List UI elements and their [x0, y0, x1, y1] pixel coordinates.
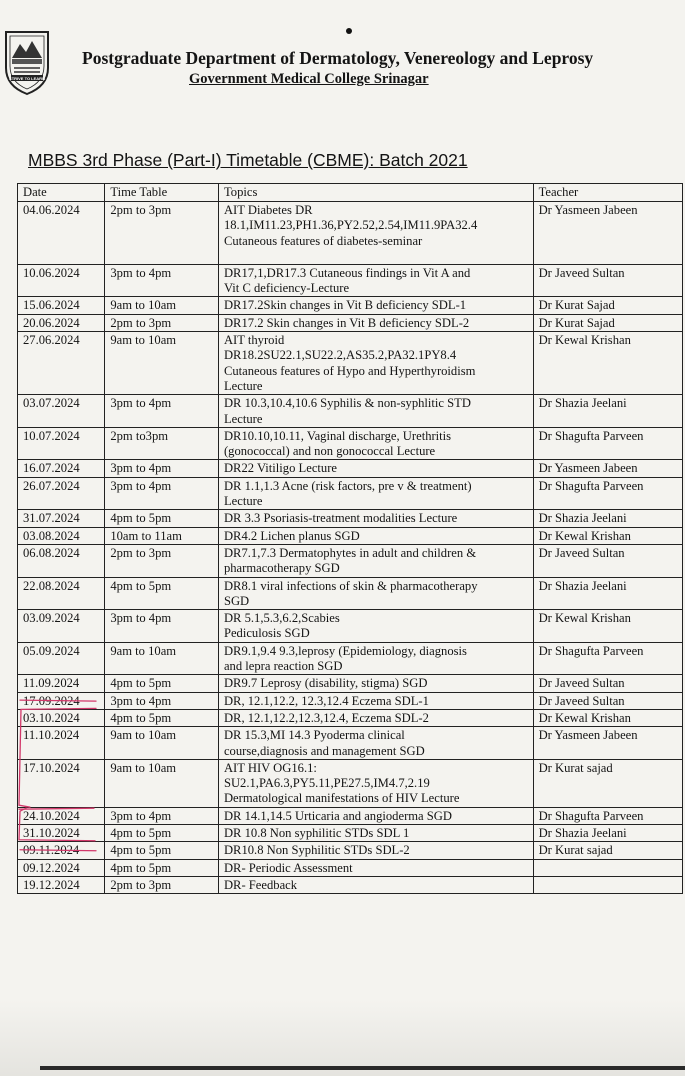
time-cell: 3pm to 4pm: [105, 460, 219, 477]
date-cell: 31.07.2024: [18, 510, 105, 527]
topic-line: DR 14.1,14.5 Urticaria and angioderma SGD: [223, 808, 452, 823]
page-bottom-edge: [40, 1066, 685, 1070]
topic-line: Lecture: [223, 494, 263, 509]
topic-line: DR18.2SU22.1,SU22.2,AS35.2,PA32.1PY8.4: [223, 348, 457, 363]
teacher-cell: Dr Shazia Jeelani: [533, 510, 682, 527]
time-cell: 3pm to 4pm: [105, 264, 219, 297]
date-cell: 11.09.2024: [18, 675, 105, 692]
time-cell: 4pm to 5pm: [105, 824, 219, 841]
topic-line: Cutaneous features of diabetes-seminar: [223, 233, 423, 248]
page-shadow: [0, 1000, 685, 1076]
date-cell: 11.10.2024: [18, 727, 105, 760]
topic-line: (gonococcal) and non gonococcal Lecture: [223, 444, 436, 459]
date-cell: 05.09.2024: [18, 642, 105, 675]
teacher-cell: Dr Javeed Sultan: [533, 264, 682, 297]
date-cell: 26.07.2024: [18, 477, 105, 510]
topic-line: DR9.1,9.4 9.3,leprosy (Epidemiology, diagnosis: [223, 643, 467, 658]
time-cell: 9am to 10am: [105, 297, 219, 314]
date-cell: 15.06.2024: [18, 297, 105, 314]
department-title: Postgraduate Department of Dermatology, Venereology and Leprosy: [82, 48, 594, 68]
teacher-cell: Dr Kewal Krishan: [533, 610, 682, 643]
topic-line: DR 1.1,1.3 Acne (risk factors, pre v & treatment): [223, 478, 472, 493]
date-cell: 04.06.2024: [18, 202, 105, 265]
date-cell: 10.07.2024: [18, 427, 105, 460]
timetable-title: MBBS 3rd Phase (Part-I) Timetable (CBME): Batch 2021: [28, 150, 468, 170]
time-cell: 2pm to 3pm: [105, 202, 219, 265]
teacher-cell: Dr Kurat Sajad: [533, 314, 682, 331]
date-cell: 03.07.2024: [18, 395, 105, 428]
teacher-cell: Dr Kurat sajad: [533, 759, 682, 807]
topic-line: DR 10.3,10.4,10.6 Syphilis & non-syphlitic STD: [223, 396, 471, 411]
topic-line: SU2.1,PA6.3,PY5.11,PE27.5,IM4.7,2.19: [223, 776, 430, 791]
time-cell: 2pm to3pm: [105, 427, 219, 460]
teacher-cell: Dr Kewal Krishan: [533, 527, 682, 544]
time-cell: 4pm to 5pm: [105, 577, 219, 610]
topic-line: DR, 12.1,12.2,12.3,12.4, Eczema SDL-2: [223, 710, 429, 725]
topic-line: AIT Diabetes DR: [223, 203, 313, 217]
date-cell: 19.12.2024: [18, 876, 105, 893]
topic-line: DR- Feedback: [223, 877, 298, 892]
topic-line: AIT thyroid: [223, 333, 285, 348]
topic-line: Pediculosis SGD: [223, 626, 310, 641]
date-cell: 17.10.2024: [18, 759, 105, 807]
time-cell: 4pm to 5pm: [105, 709, 219, 726]
time-cell: 3pm to 4pm: [105, 477, 219, 510]
time-cell: 3pm to 4pm: [105, 610, 219, 643]
teacher-cell: Dr Javeed Sultan: [533, 692, 682, 709]
date-cell: 03.10.2024: [18, 709, 105, 726]
topic-line: DR10.8 Non Syphilitic STDs SDL-2: [223, 843, 410, 858]
topic-line: DR17.2Skin changes in Vit B deficiency SDL-1: [223, 298, 467, 313]
topic-line: DR17,1,DR17.3 Cutaneous findings in Vit A and: [223, 265, 471, 280]
time-cell: 3pm to 4pm: [105, 395, 219, 428]
time-cell: 4pm to 5pm: [105, 859, 219, 876]
time-cell: 4pm to 5pm: [105, 842, 219, 859]
time-cell: 9am to 10am: [105, 727, 219, 760]
topic-line: course,diagnosis and management SGD: [223, 743, 425, 758]
topic-line: Lecture: [223, 411, 263, 426]
topic-line: pharmacotherapy SGD: [223, 561, 340, 576]
date-cell: 03.09.2024: [18, 610, 105, 643]
topic-line: Dermatological manifestations of HIV Lecture: [223, 791, 460, 806]
time-cell: 2pm to 3pm: [105, 544, 219, 577]
topic-line: AIT HIV OG16.1:: [223, 760, 317, 775]
teacher-cell: Dr Shazia Jeelani: [533, 824, 682, 841]
date-cell: 16.07.2024: [18, 460, 105, 477]
topic-line: DR 5.1,5.3,6.2,Scabies: [223, 611, 340, 626]
teacher-cell: Dr Yasmeen Jabeen: [533, 202, 682, 265]
date-cell: 10.06.2024: [18, 264, 105, 297]
topic-line: Lecture: [223, 378, 263, 393]
topic-line: 18.1,IM11.23,PH1.36,PY2.52,2.54,IM11.9PA32.4: [223, 218, 478, 233]
topic-line: and lepra reaction SGD: [223, 659, 343, 674]
teacher-cell: Dr Kewal Krishan: [533, 332, 682, 395]
teacher-cell: Dr Shazia Jeelani: [533, 395, 682, 428]
time-cell: 4pm to 5pm: [105, 675, 219, 692]
topic-line: DR9.7 Leprosy (disability, stigma) SGD: [223, 676, 428, 691]
date-cell: 24.10.2024: [18, 807, 105, 824]
teacher-cell: Dr Shagufta Parveen: [533, 807, 682, 824]
topic-line: Cutaneous features of Hypo and Hyperthyroidism: [223, 363, 476, 378]
date-cell: 22.08.2024: [18, 577, 105, 610]
logo-motto: STRIVE TO LEARN: [9, 75, 45, 81]
college-name: Government Medical College Srinagar: [189, 71, 429, 87]
teacher-cell: Dr Shazia Jeelani: [533, 577, 682, 610]
teacher-cell: Dr Shagufta Parveen: [533, 642, 682, 675]
date-cell: 09.12.2024: [18, 859, 105, 876]
teacher-cell: Dr Shagufta Parveen: [533, 427, 682, 460]
topic-line: SGD: [223, 593, 250, 608]
teacher-cell: Dr Kewal Krishan: [533, 709, 682, 726]
time-cell: 10am to 11am: [105, 527, 219, 544]
time-cell: 2pm to 3pm: [105, 314, 219, 331]
time-cell: 9am to 10am: [105, 759, 219, 807]
teacher-cell: Dr Yasmeen Jabeen: [533, 727, 682, 760]
date-cell: 09.11.2024: [18, 842, 105, 859]
date-cell: 17.09.2024: [18, 692, 105, 709]
date-cell: 03.08.2024: [18, 527, 105, 544]
header-time: Time Table: [105, 184, 219, 202]
header-date: Date: [18, 184, 105, 202]
topic-line: DR 10.8 Non syphilitic STDs SDL 1: [223, 825, 410, 840]
time-cell: 9am to 10am: [105, 642, 219, 675]
teacher-cell: Dr Javeed Sultan: [533, 675, 682, 692]
date-cell: 06.08.2024: [18, 544, 105, 577]
time-cell: 9am to 10am: [105, 332, 219, 395]
header-teacher: Teacher: [533, 184, 682, 202]
time-cell: 4pm to 5pm: [105, 510, 219, 527]
topic-line: DR22 Vitiligo Lecture: [223, 461, 337, 476]
teacher-cell: Dr Javeed Sultan: [533, 544, 682, 577]
topic-line: DR8.1 viral infections of skin & pharmacotherapy: [223, 578, 478, 593]
topic-line: DR, 12.1,12.2, 12.3,12.4 Eczema SDL-1: [223, 693, 429, 708]
header-topics: Topics: [218, 184, 533, 202]
date-cell: 27.06.2024: [18, 332, 105, 395]
time-cell: 3pm to 4pm: [105, 807, 219, 824]
topic-line: Vit C deficiency-Lecture: [223, 281, 350, 296]
date-cell: 20.06.2024: [18, 314, 105, 331]
topic-line: DR- Periodic Assessment: [223, 860, 353, 875]
date-cell: 31.10.2024: [18, 824, 105, 841]
topic-line: DR 3.3 Psoriasis-treatment modalities Lecture: [223, 511, 458, 526]
time-cell: 3pm to 4pm: [105, 692, 219, 709]
time-cell: 2pm to 3pm: [105, 876, 219, 893]
teacher-cell: Dr Shagufta Parveen: [533, 477, 682, 510]
topic-line: DR 15.3,MI 14.3 Pyoderma clinical: [223, 728, 405, 743]
topic-line: DR10.10,10.11, Vaginal discharge, Urethritis: [223, 428, 452, 443]
teacher-cell: Dr Kurat sajad: [533, 842, 682, 859]
teacher-cell: Dr Yasmeen Jabeen: [533, 460, 682, 477]
topic-line: DR4.2 Lichen planus SGD: [223, 528, 360, 543]
topic-line: DR17.2 Skin changes in Vit B deficiency SDL-2: [223, 315, 470, 330]
teacher-cell: Dr Kurat Sajad: [533, 297, 682, 314]
topic-line: DR7.1,7.3 Dermatophytes in adult and children &: [223, 545, 477, 560]
